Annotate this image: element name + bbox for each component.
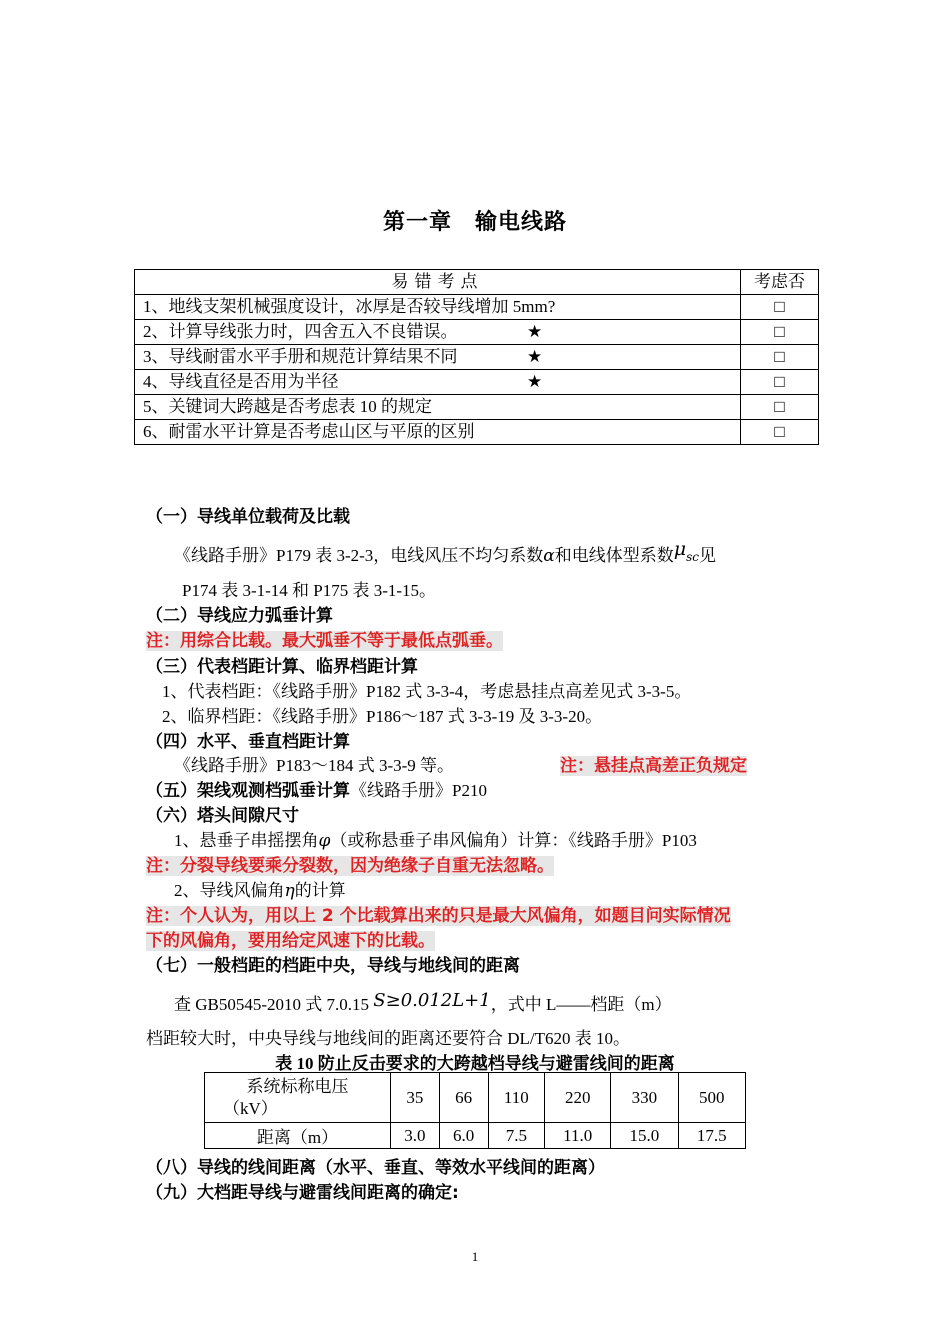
voltage-cell: 35 [391, 1073, 440, 1123]
section-6-item-1 [174, 826, 697, 851]
table-row [135, 295, 819, 320]
section-3-item-1: 1、代表档距：《线路手册》P182 式 3-3-4，考虑悬挂点高差见式 3-3-5。 [162, 682, 692, 701]
section-1-paragraph [174, 538, 717, 566]
voltage-cell: 500 [678, 1073, 745, 1123]
section-6-heading: （六）塔头间隙尺寸 [146, 806, 299, 826]
checklist-item-text: 4、导线直径是否用为半径 [143, 372, 339, 391]
section-3-heading: （三）代表档距计算、临界档距计算 [146, 657, 418, 677]
distance-cell: 7.5 [488, 1123, 545, 1149]
table-row [205, 1073, 746, 1123]
section-6-item-1-text-a: 1、悬垂子串摇摆角 [174, 831, 319, 850]
section-6-item-1-text-b: （或称悬垂子串风偏角）计算：《线路手册》P103 [330, 831, 697, 850]
section-6-item-2-text-b: 的计算 [294, 881, 346, 900]
section-7-text-b: ，式中 L——档距（m） [490, 995, 672, 1014]
section-5-line [146, 776, 487, 801]
mu-symbol: μ [673, 538, 687, 560]
eta-symbol: η [284, 881, 295, 901]
section-4-note: 注：悬挂点高差正负规定 [560, 756, 747, 776]
section-6-note-2-line-1: 注：个人认为，用以上 2 个比载算出来的只是最大风偏角，如题目问实际情况 [146, 906, 731, 926]
distance-cell: 15.0 [611, 1123, 678, 1149]
distance-cell: 11.0 [545, 1123, 611, 1149]
section-1-text-c: 见 [699, 546, 717, 565]
section-2-heading: （二）导线应力弧垂计算 [146, 606, 333, 626]
star-icon: ★ [527, 372, 543, 391]
section-7-paragraph-2: 档距较大时，中央导线与地线间的距离还要符合 DL/T620 表 10。 [146, 1029, 631, 1048]
checkbox[interactable]: □ [741, 320, 819, 345]
checklist-item-text: 1、地线支架机械强度设计，冰厚是否较导线增加 5mm? [143, 297, 556, 316]
mu-subscript: sc [686, 550, 700, 564]
section-4-text: 《线路手册》P183～184 式 3-3-9 等。 [174, 756, 455, 775]
checklist-item-text: 6、耐雷水平计算是否考虑山区与平原的区别 [143, 422, 475, 441]
checklist-header-consider: 考虑否 [741, 270, 819, 295]
section-4-heading: （四）水平、垂直档距计算 [146, 732, 350, 752]
distance-cell: 6.0 [439, 1123, 488, 1149]
section-2-note: 注：用综合比载。最大弧垂不等于最低点弧垂。 [146, 631, 503, 651]
formula: S≥0.012L+1 [373, 990, 491, 1011]
distance-cell: 17.5 [678, 1123, 745, 1149]
section-1-paragraph-2: P174 表 3-1-14 和 P175 表 3-1-15。 [182, 581, 437, 600]
section-1-text-a: 《线路手册》P179 表 3-2-3，电线风压不均匀系数 [174, 546, 544, 565]
star-icon: ★ [527, 322, 543, 341]
checkbox[interactable]: □ [741, 370, 819, 395]
section-9-heading: （九）大档距导线与避雷线间距离的确定: [146, 1183, 459, 1203]
section-7-paragraph-1 [174, 990, 672, 1015]
voltage-cell: 220 [545, 1073, 611, 1123]
table-row [205, 1123, 746, 1149]
section-3-item-2: 2、临界档距：《线路手册》P186～187 式 3-3-19 及 3-3-20。 [162, 707, 603, 726]
distance-cell: 3.0 [391, 1123, 440, 1149]
section-5-text: 《线路手册》P210 [350, 781, 487, 800]
section-6-item-2-text-a: 2、导线风偏角 [174, 881, 285, 900]
table-row [135, 370, 819, 395]
section-5-heading: （五）架线观测档弧垂计算 [146, 781, 350, 801]
table-row [135, 420, 819, 445]
distance-label-cell: 距离（m） [205, 1123, 391, 1149]
voltage-label-line-1: 系统标称电压 [246, 1076, 349, 1096]
table-row [135, 345, 819, 370]
section-7-text-a: 查 GB50545-2010 式 7.0.15 [174, 995, 370, 1014]
voltage-cell: 110 [488, 1073, 545, 1123]
page-title: 第一章 输电线路 [382, 209, 567, 234]
voltage-cell: 330 [611, 1073, 678, 1123]
checklist-header-topic: 易错考点 [135, 270, 741, 295]
voltage-label-cell [205, 1073, 391, 1123]
section-8-heading: （八）导线的线间距离（水平、垂直、等效水平线间的距离） [146, 1158, 605, 1178]
table-10 [204, 1072, 746, 1149]
voltage-cell: 66 [439, 1073, 488, 1123]
checklist-header-row [135, 270, 819, 295]
section-7-heading: （七）一般档距的档距中央，导线与地线间的距离 [146, 956, 520, 976]
checkbox[interactable]: □ [741, 420, 819, 445]
voltage-label-line-2: （kV） [223, 1098, 278, 1118]
section-1-heading: （一）导线单位载荷及比载 [146, 507, 350, 527]
table-row [135, 395, 819, 420]
checkbox[interactable]: □ [741, 295, 819, 320]
checkbox[interactable]: □ [741, 345, 819, 370]
section-6-item-2 [174, 876, 346, 901]
checklist-item-text: 5、关键词大跨越是否考虑表 10 的规定 [143, 397, 432, 416]
section-1-text-b: 和电线体型系数 [554, 546, 674, 565]
star-icon: ★ [527, 347, 543, 366]
phi-symbol: φ [318, 831, 331, 851]
section-6-note-1: 注：分裂导线要乘分裂数，因为绝缘子自重无法忽略。 [146, 856, 554, 876]
checklist-table [134, 269, 819, 445]
alpha-symbol: α [543, 546, 555, 566]
checklist-item-text: 2、计算导线张力时，四舍五入不良错误。 [143, 322, 458, 341]
table-10-caption: 表 10 防止反击要求的大跨越档导线与避雷线间的距离 [275, 1054, 675, 1073]
table-row [135, 320, 819, 345]
checkbox[interactable]: □ [741, 395, 819, 420]
page-number: 1 [471, 1249, 479, 1264]
checklist-item-text: 3、导线耐雷水平手册和规范计算结果不同 [143, 347, 458, 366]
section-6-note-2-line-2: 下的风偏角，要用给定风速下的比载。 [146, 931, 435, 951]
